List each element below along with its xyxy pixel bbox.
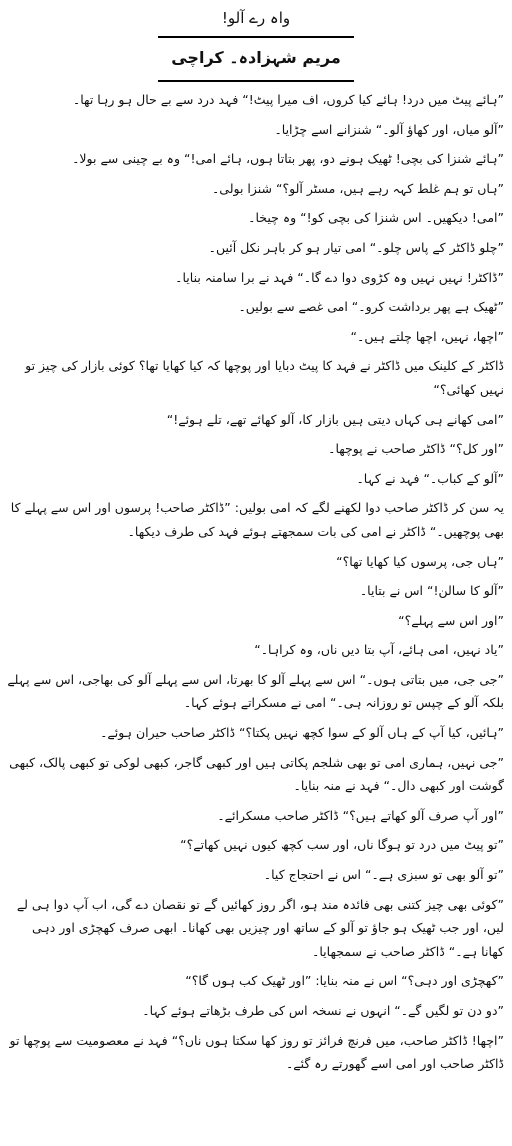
paragraph: ”اور آپ صرف آلو کھاتے ہیں؟“ ڈاکٹر صاحب مسکرائے۔: [217, 807, 504, 823]
paragraph: ”ہائیں، کیا آپ کے ہاں آلو کے سوا کچھ نہیں پکتا؟“ ڈاکٹر صاحب حیران ہوئے۔: [100, 725, 504, 741]
paragraph: ”یاد نہیں، امی ہائے، آپ بتا دیں ناں، وہ کراہا۔“: [254, 642, 504, 658]
paragraph: ”اور کل؟“ ڈاکٹر صاحب نے پوچھا۔: [328, 441, 504, 457]
paragraph: ”جی جی، میں بتاتی ہوں۔“ اس سے پہلے آلو کا بھرتا، اس سے پہلے آلو کی بھاجی، اس سے پہلے بلکہ آلو کے چپس تو روزانہ ہی۔“ امی نے مسکراتے ہوئے کہا۔: [7, 671, 504, 711]
paragraph: ”چلو ڈاکٹر کے پاس چلو۔“ امی تیار ہو کر باہر نکل آئیں۔: [208, 239, 504, 255]
author-byline: مریم شہزادہ۔ کراچی: [171, 48, 341, 67]
paragraph: ”ڈاکٹر! نہیں نہیں وہ کڑوی دوا دے گا۔“ فہد نے برا سامنہ بنایا۔: [175, 269, 504, 285]
paragraph: ”ہاں جی، پرسوں کیا کھایا تھا؟“: [336, 553, 504, 569]
paragraph: ”آلو میاں، اور کھاؤ آلو۔“ شنزانے اسے چڑایا۔: [274, 121, 504, 137]
paragraph: ”ہاں تو ہم غلط کہہ رہے ہیں، مسٹر آلو؟“ شنزا بولی۔: [211, 180, 504, 196]
title-divider: [158, 36, 354, 38]
paragraph: ”کھچڑی اور دہی؟“ اس نے منہ بنایا: ”اور ٹھیک کب ہوں گا؟“: [185, 973, 504, 989]
paragraph: یہ سن کر ڈاکٹر صاحب دوا لکھنے لگے کہ امی بولیں: ”ڈاکٹر صاحب! پرسوں اور اس سے پہلے کا بھی پوچھیں۔“ ڈاکٹر نے امی کی بات سمجھتے ہوئے فہد کی طرف دیکھا۔: [10, 500, 504, 539]
paragraph: ”ہائے پیٹ میں درد! ہائے کیا کروں، اف میرا پیٹ!“ فہد درد سے بے حال ہو رہا تھا۔: [72, 92, 504, 107]
paragraph: ”تو پیٹ میں درد تو ہوگا ناں، اور سب کچھ کیوں نہیں کھاتے؟“: [180, 837, 504, 853]
paragraph: ”امی! دیکھیں۔ اس شنزا کی بچی کو!“ وہ چیخا۔: [248, 210, 504, 226]
paragraph: ”ٹھیک ہے پھر برداشت کرو۔“ امی غصے سے بولیں۔: [238, 299, 504, 315]
story-title: واہ رے آلو!: [221, 9, 291, 27]
paragraph: ”اچھا! ڈاکٹر صاحب، میں فرنچ فرائز تو روز کھا سکتا ہوں ناں؟“ فہد نے معصومیت سے پوچھا تو ڈاکٹر صاحب اور امی اسے گھورتے رہ گئے۔: [9, 1032, 504, 1072]
byline-divider: [158, 80, 354, 82]
paragraph: ”دو دن تو لگیں گے۔“ انہوں نے نسخہ اس کی طرف بڑھاتے ہوئے کہا۔: [142, 1003, 504, 1018]
paragraph: ”آلو کے کباب۔“ فہد نے کہا۔: [356, 470, 504, 486]
paragraph: ”امی کھانے ہی کہاں دیتی ہیں بازار کا، آلو کھائے تھے، تلے ہوئے!“: [166, 411, 504, 427]
paragraph: ڈاکٹر کے کلینک میں ڈاکٹر نے فہد کا پیٹ دبایا اور پوچھا کہ کیا کھایا تھا؟ کوئی بازار کی چیز تو نہیں کھائی؟“: [25, 358, 504, 397]
paragraph: ”تو آلو بھی تو سبزی ہے۔“ اس نے احتجاج کیا۔: [263, 867, 504, 883]
paragraph: ”آلو کا سالن!“ اس نے بتایا۔: [359, 583, 504, 599]
story-body: [6, 88, 504, 1082]
paragraph: ”اور اس سے پہلے؟“: [398, 612, 504, 628]
paragraph: ”کوئی بھی چیز کتنی بھی فائدہ مند ہو، اگر روز کھائیں گے تو نقصان دے گی، اب آپ دوا ہی لے لیں، اور جب ٹھیک ہو جاؤ تو آلو کے ساتھ اور چیزیں بھی کھانا۔ ابھی صرف کھچڑی اور دہی کھانا ہے۔“ ڈاکٹر صاحب نے سمجھایا۔: [16, 896, 504, 959]
paragraph: ”جی نہیں، ہماری امی تو بھی شلجم پکاتی ہیں اور کبھی گاجر، کبھی لوکی تو کبھی پالک، کبھی گوشت اور کبھی دال۔“ فہد نے منہ بنایا۔: [9, 754, 504, 794]
paragraph: ”اچھا، نہیں، اچھا چلتے ہیں۔“: [350, 328, 504, 344]
paragraph: ”ہائے شنزا کی بچی! ٹھیک ہونے دو، پھر بتاتا ہوں، ہائے امی!“ وہ بے چینی سے بولا۔: [72, 151, 504, 167]
